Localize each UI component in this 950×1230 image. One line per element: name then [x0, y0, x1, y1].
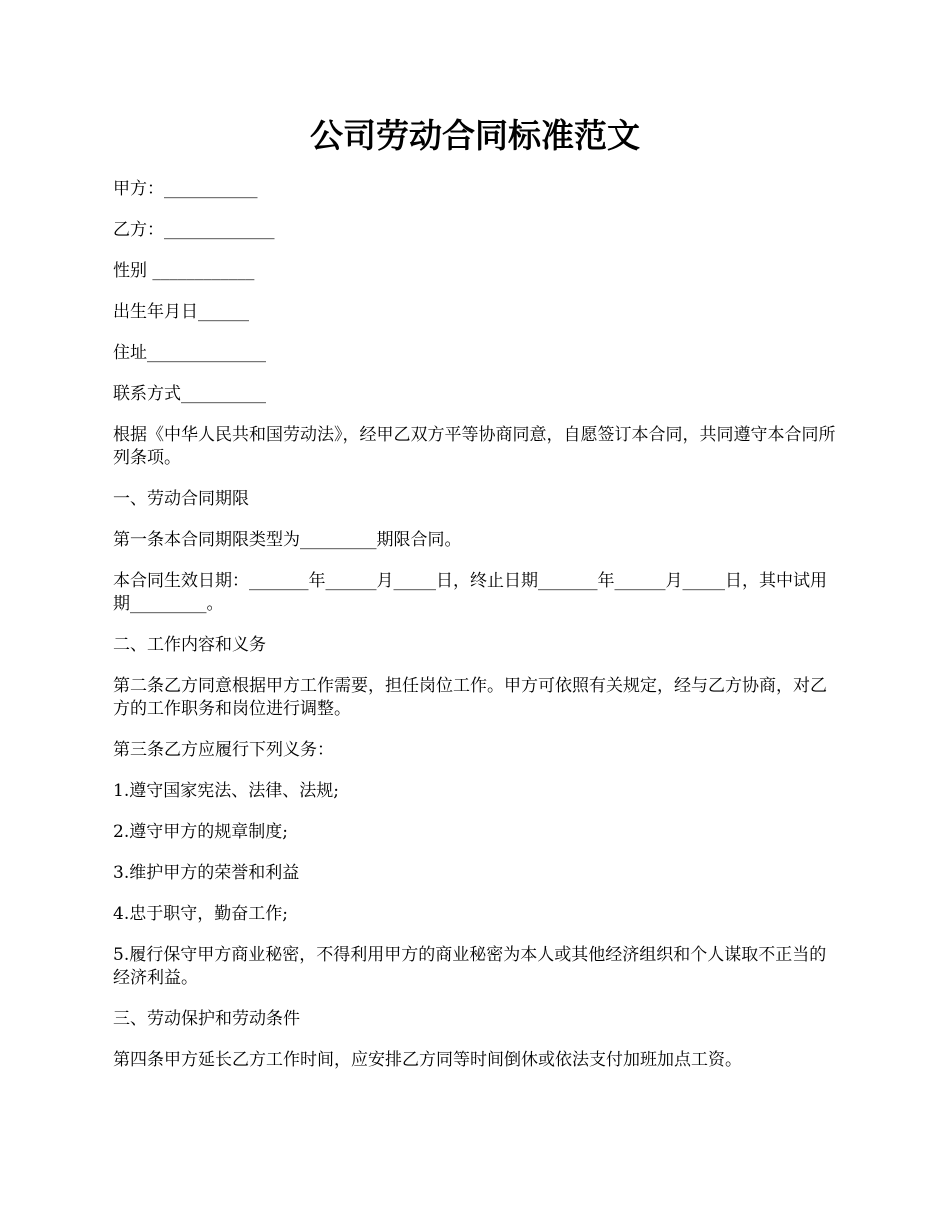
gender-field: 性别 ____________: [113, 261, 255, 281]
preamble-paragraph: 根据《中华人民共和国劳动法》，经甲乙双方平等协商同意，自愿签订本合同，共同遵守本合同所列条项。: [113, 425, 836, 468]
article-3-paragraph: 第三条乙方应履行下列义务：: [113, 740, 334, 760]
section-heading-protection: 三、劳动保护和劳动条件: [113, 1009, 300, 1029]
section-heading-term: 一、劳动合同期限: [113, 489, 249, 509]
article-2-paragraph: 第二条乙方同意根据甲方工作需要，担任岗位工作。甲方可依照有关规定，经与乙方协商，对乙方的工作职务和岗位进行调整。: [113, 676, 827, 719]
obligation-item: 4.忠于职守，勤奋工作;: [113, 904, 288, 924]
obligation-item: 2.遵守甲方的规章制度;: [113, 822, 288, 842]
obligation-item: 1.遵守国家宪法、法律、法规;: [113, 781, 339, 801]
obligation-item: 5.履行保守甲方商业秘密，不得利用甲方的商业秘密为本人或其他经济组织和个人谋取不正当的经济利益。: [113, 945, 827, 988]
party-a-field: 甲方：___________: [113, 179, 258, 199]
obligation-item: 3.维护甲方的荣誉和利益: [113, 863, 300, 883]
article-1-paragraph: 第一条本合同期限类型为_________期限合同。: [113, 530, 462, 550]
address-field: 住址______________: [113, 343, 266, 363]
document-body: [113, 178, 843, 1090]
contact-field: 联系方式__________: [113, 384, 266, 404]
effective-date-paragraph: 本合同生效日期：_______年______月_____日，终止日期_______年______月_____日，其中试用期_________。: [113, 571, 827, 614]
section-heading-duties: 二、工作内容和义务: [113, 635, 266, 655]
birthdate-field: 出生年月日______: [113, 302, 249, 322]
party-b-field: 乙方：_____________: [113, 220, 275, 240]
document-title: 公司劳动合同标准范文: [310, 116, 640, 155]
article-4-paragraph: 第四条甲方延长乙方工作时间，应安排乙方同等时间倒休或依法支付加班加点工资。: [113, 1050, 742, 1070]
